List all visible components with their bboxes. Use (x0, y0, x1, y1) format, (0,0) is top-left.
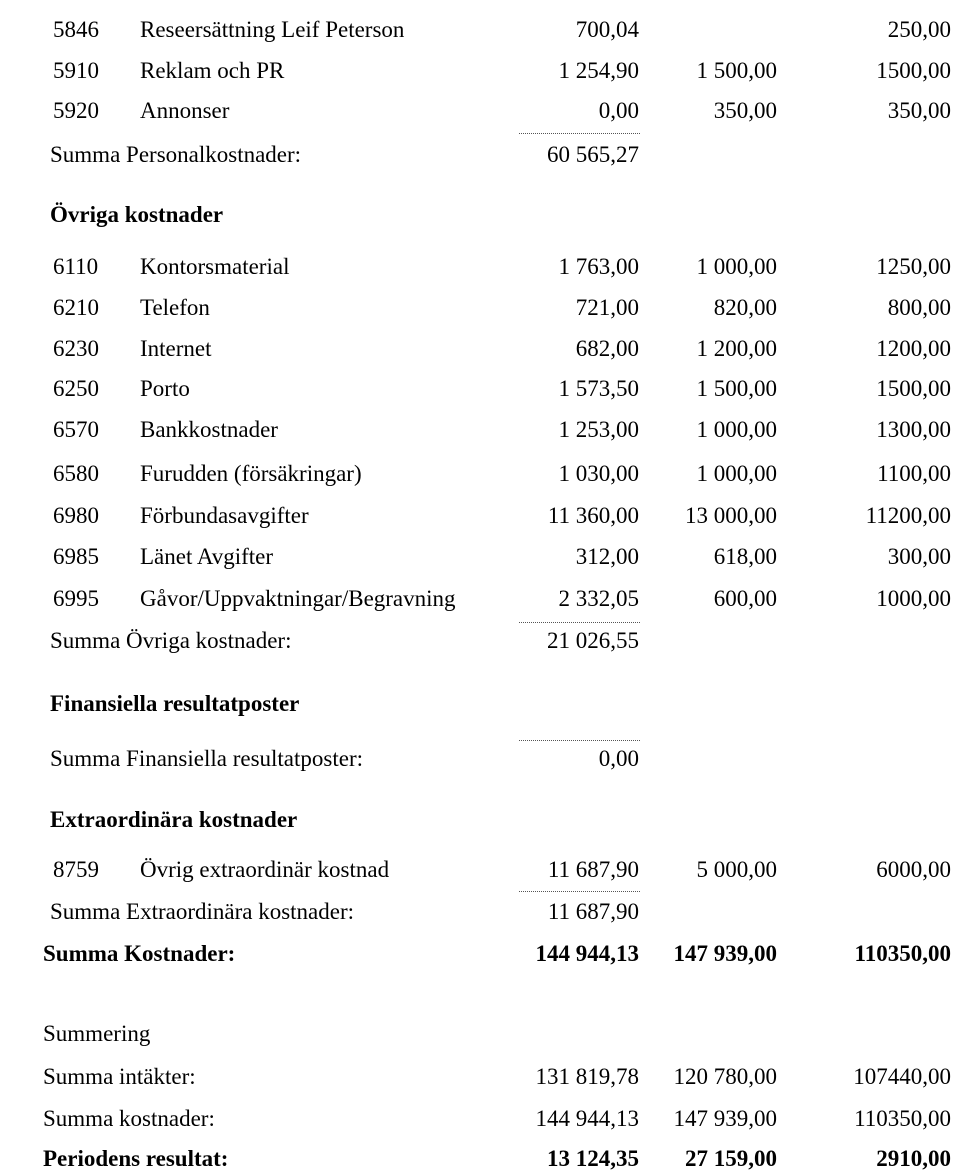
account-name: Reseersättning Leif Peterson (140, 17, 405, 42)
summary-heading: Summering (43, 1021, 151, 1046)
account-number: 6110 (53, 254, 99, 279)
subtotal-value: 11 687,90 (547, 899, 639, 924)
subtotal-label: Summa Finansiella resultatposter: (50, 746, 364, 771)
table-row (0, 13, 960, 47)
table-row (0, 499, 960, 533)
outcome-value: 1 763,00 (558, 254, 639, 279)
outcome-value: 144 944,13 (535, 1106, 639, 1131)
subtotal-rule (519, 740, 640, 741)
account-name: Porto (140, 376, 190, 401)
table-row (0, 413, 960, 447)
proposal-value: 110350,00 (854, 1106, 951, 1131)
table-row (0, 582, 960, 616)
budget-value: 1 000,00 (696, 417, 777, 442)
outcome-value: 13 124,35 (547, 1146, 639, 1171)
subtotal-row (0, 742, 960, 776)
proposal-value: 1100,00 (877, 461, 951, 486)
account-number: 5846 (53, 17, 99, 42)
subtotal-value: 60 565,27 (547, 142, 639, 167)
budget-value: 350,00 (713, 98, 777, 123)
proposal-value: 110350,00 (854, 941, 951, 966)
budget-value: 27 159,00 (685, 1146, 777, 1171)
account-number: 6570 (53, 417, 99, 442)
outcome-value: 1 030,00 (558, 461, 639, 486)
account-name: Furudden (försäkringar) (140, 461, 362, 486)
account-name: Övrig extraordinär kostnad (140, 857, 390, 882)
table-row (0, 250, 960, 284)
subtotal-value: 21 026,55 (547, 628, 639, 653)
subtotal-rule (519, 622, 640, 623)
budget-value: 820,00 (713, 295, 777, 320)
table-row (0, 291, 960, 325)
subtotal-label: Summa Övriga kostnader: (50, 628, 292, 653)
total-costs-row (0, 937, 960, 971)
account-number: 5920 (53, 98, 99, 123)
section-heading: Finansiella resultatposter (50, 691, 300, 716)
account-number: 6580 (53, 461, 99, 486)
account-name: Länet Avgifter (140, 544, 274, 569)
budget-value: 600,00 (713, 586, 777, 611)
account-number: 8759 (53, 857, 99, 882)
outcome-value: 0,00 (598, 98, 639, 123)
account-number: 6230 (53, 336, 99, 361)
proposal-value: 2910,00 (876, 1146, 951, 1171)
summary-label: Summa intäkter: (43, 1064, 196, 1089)
proposal-value: 1000,00 (876, 586, 951, 611)
subtotal-label: Summa Personalkostnader: (50, 142, 302, 167)
proposal-value: 6000,00 (876, 857, 951, 882)
section-heading: Övriga kostnader (50, 202, 224, 227)
budget-value: 147 939,00 (673, 941, 777, 966)
section-heading: Extraordinära kostnader (50, 807, 298, 832)
budget-value: 1 000,00 (696, 254, 777, 279)
section-heading-row (0, 803, 960, 837)
outcome-value: 11 687,90 (547, 857, 639, 882)
account-number: 6985 (53, 544, 99, 569)
budget-value: 5 000,00 (696, 857, 777, 882)
subtotal-row (0, 624, 960, 658)
summary-heading-row (0, 1017, 960, 1051)
proposal-value: 250,00 (887, 17, 951, 42)
account-name: Reklam och PR (140, 58, 285, 83)
table-row (0, 54, 960, 88)
table-row (0, 540, 960, 574)
budget-value: 147 939,00 (673, 1106, 777, 1131)
proposal-value: 1500,00 (876, 58, 951, 83)
budget-value: 1 500,00 (696, 376, 777, 401)
account-number: 6250 (53, 376, 99, 401)
outcome-value: 312,00 (575, 544, 639, 569)
proposal-value: 107440,00 (853, 1064, 951, 1089)
table-row (0, 332, 960, 366)
summary-row (0, 1060, 960, 1094)
proposal-value: 1300,00 (876, 417, 951, 442)
table-row (0, 457, 960, 491)
proposal-value: 800,00 (887, 295, 951, 320)
proposal-value: 300,00 (887, 544, 951, 569)
summary-label: Summa kostnader: (43, 1106, 215, 1131)
total-costs-label: Summa Kostnader: (43, 941, 236, 966)
account-name: Gåvor/Uppvaktningar/Begravning (140, 586, 456, 611)
subtotal-value: 0,00 (598, 746, 639, 771)
account-number: 6210 (53, 295, 99, 320)
subtotal-row (0, 895, 960, 929)
subtotal-label: Summa Extraordinära kostnader: (50, 899, 355, 924)
account-number: 6980 (53, 503, 99, 528)
proposal-value: 1500,00 (876, 376, 951, 401)
outcome-value: 144 944,13 (535, 941, 639, 966)
outcome-value: 1 573,50 (558, 376, 639, 401)
outcome-value: 1 254,90 (558, 58, 639, 83)
outcome-value: 1 253,00 (558, 417, 639, 442)
account-number: 5910 (53, 58, 99, 83)
account-name: Bankkostnader (140, 417, 278, 442)
proposal-value: 350,00 (887, 98, 951, 123)
proposal-value: 1200,00 (876, 336, 951, 361)
period-result-label: Periodens resultat: (43, 1146, 229, 1171)
proposal-value: 11200,00 (865, 503, 951, 528)
account-name: Annonser (140, 98, 230, 123)
subtotal-rule (519, 133, 640, 134)
outcome-value: 721,00 (575, 295, 639, 320)
budget-value: 1 500,00 (696, 58, 777, 83)
section-heading-row (0, 198, 960, 232)
outcome-value: 682,00 (575, 336, 639, 361)
table-row (0, 94, 960, 128)
proposal-value: 1250,00 (876, 254, 951, 279)
table-row (0, 853, 960, 887)
account-name: Förbundasavgifter (140, 503, 309, 528)
budget-value: 1 200,00 (696, 336, 777, 361)
subtotal-row (0, 138, 960, 172)
account-name: Telefon (140, 295, 210, 320)
section-heading-row (0, 687, 960, 721)
account-number: 6995 (53, 586, 99, 611)
budget-value: 618,00 (713, 544, 777, 569)
account-name: Kontorsmaterial (140, 254, 290, 279)
summary-row (0, 1102, 960, 1136)
budget-value: 13 000,00 (685, 503, 777, 528)
account-name: Internet (140, 336, 212, 361)
subtotal-rule (519, 891, 640, 892)
table-row (0, 372, 960, 406)
outcome-value: 700,04 (575, 17, 639, 42)
period-result-row (0, 1142, 960, 1176)
outcome-value: 11 360,00 (547, 503, 639, 528)
outcome-value: 2 332,05 (558, 586, 639, 611)
budget-value: 1 000,00 (696, 461, 777, 486)
outcome-value: 131 819,78 (535, 1064, 639, 1089)
budget-value: 120 780,00 (673, 1064, 777, 1089)
